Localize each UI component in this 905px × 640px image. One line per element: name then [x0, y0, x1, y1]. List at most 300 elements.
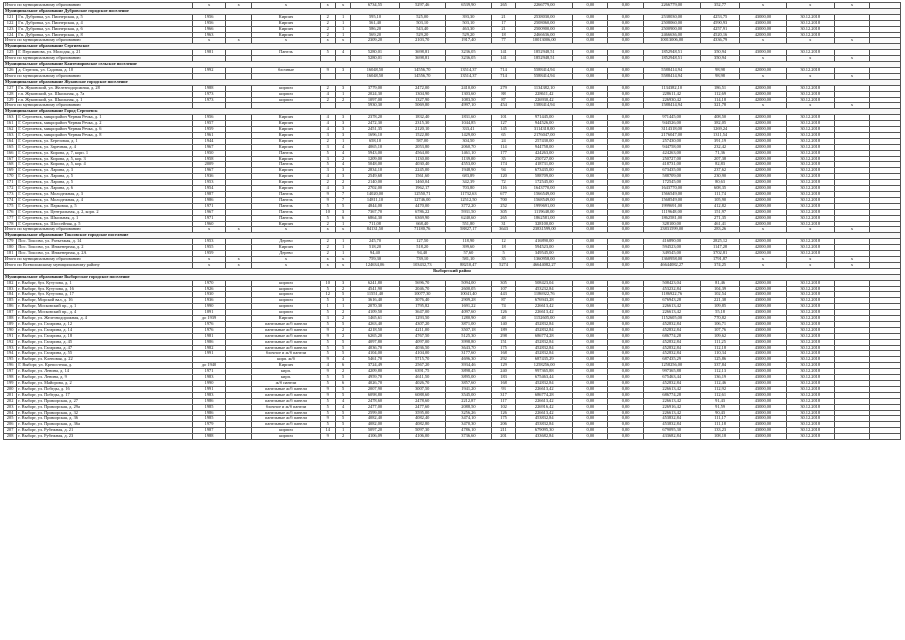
table-cell: 5 — [320, 150, 335, 156]
table-cell: 1691,22 — [445, 304, 491, 310]
table-cell: 4307,20 — [399, 321, 445, 327]
table-cell: 1961 — [193, 132, 226, 138]
table-cell: 23831599,00 — [516, 227, 573, 233]
table-cell: 0,00 — [573, 333, 608, 339]
table-cell: кирпич — [252, 91, 320, 97]
table-cell: г. Выборг, бул. Кутузова, д. 1 — [17, 280, 193, 286]
table-cell: 4 — [320, 186, 335, 192]
table-cell: 529,20 — [445, 32, 491, 38]
table-cell: 1152605,00 — [516, 316, 573, 322]
table-cell: 121 — [4, 14, 17, 20]
table-cell: 503,10 — [445, 20, 491, 26]
table-cell: x — [226, 3, 252, 9]
table-cell: 3616,40 — [351, 298, 399, 304]
table-cell: 586,20 — [351, 26, 399, 32]
table-cell: 1948,90 — [445, 168, 491, 174]
table-cell: 1917,40 — [445, 38, 491, 44]
table-cell: x — [226, 227, 252, 233]
table-cell: 204 — [4, 410, 17, 416]
table-cell: 175 — [4, 203, 17, 209]
table-cell: кирп. — [252, 369, 320, 375]
table-cell: 0,00 — [573, 304, 608, 310]
table-cell: 2549,68 — [351, 174, 399, 180]
table-cell: 177 — [4, 215, 17, 221]
table-cell: 4065,10 — [351, 144, 399, 150]
table-cell: г. Выборг, ул. Приморская, д. 32 — [17, 410, 193, 416]
table-cell: 0,00 — [573, 215, 608, 221]
table-cell: 2309,20 — [351, 38, 399, 44]
table-cell: 0,00 — [608, 339, 643, 345]
table-cell: 1209,00 — [351, 156, 399, 162]
table-cell: 111,18 — [700, 422, 740, 428]
table-cell: 30.12.2018 — [786, 363, 834, 369]
table-cell: 30.12.2018 — [786, 20, 834, 26]
table-cell: 9 — [320, 327, 335, 333]
table-cell: 4082,00 — [351, 422, 399, 428]
table-cell: г. Выборг, ул. Рубежная, д. 23 — [17, 434, 193, 440]
table-cell: 3 — [335, 115, 350, 121]
table-cell: Дерево — [252, 239, 320, 245]
table-cell: 2 — [320, 14, 335, 20]
table-cell: 1852948,51 — [516, 56, 573, 62]
table-cell — [834, 434, 869, 440]
table-cell: 0,00 — [608, 286, 643, 292]
table-cell: Кирпич — [252, 127, 320, 133]
table-cell: 21 — [491, 14, 515, 20]
table-cell: 5 — [320, 375, 335, 381]
table-cell: 226613,42 — [643, 410, 700, 416]
table-cell: Итого по муниципальному образованию — [4, 256, 193, 262]
table-cell: 1 — [335, 26, 350, 32]
table-cell: кирпич — [252, 292, 320, 298]
table-cell: г. Выборг, ул. Майорова, д. 2 — [17, 381, 193, 387]
table-cell: 30.12.2018 — [786, 121, 834, 127]
table-cell: 1643770,00 — [516, 186, 573, 192]
table-cell: 5931,50 — [445, 209, 491, 215]
table-cell: Панель — [252, 209, 320, 215]
table-cell: 30.12.2018 — [786, 345, 834, 351]
table-cell: x — [335, 227, 350, 233]
table-cell: г. Выборг, ул. Железнодорожная, д. 4 — [17, 316, 193, 322]
table-cell: 172545,00 — [643, 180, 700, 186]
table-cell: 1 — [335, 304, 350, 310]
table-cell: 1862581,00 — [643, 215, 700, 221]
table-cell: 4541,90 — [351, 286, 399, 292]
table-cell: 87 — [491, 298, 515, 304]
table-cell: 0,00 — [608, 239, 643, 245]
table-cell: 686774,28 — [516, 333, 573, 339]
table-cell: 43000,00 — [740, 20, 786, 26]
table-cell: 453232,84 — [516, 286, 573, 292]
table-cell: 759,30 — [351, 256, 399, 262]
table-cell: 0,00 — [608, 103, 643, 109]
table-cell: 11551,40 — [351, 292, 399, 298]
table-cell: 9 — [320, 392, 335, 398]
table-cell: Гп. Дубровка, ул. Пионерская, д. 6 — [17, 26, 193, 32]
table-cell: 43000,00 — [740, 50, 786, 56]
table-cell: 675463,44 — [643, 375, 700, 381]
table-cell: д. Стрелок, ул. Садовая, д. 10 — [17, 67, 193, 73]
table-cell: 252 — [491, 203, 515, 209]
table-cell: 182 — [4, 280, 17, 286]
table-cell: 1983 — [193, 392, 226, 398]
table-cell: 461,41 — [700, 221, 740, 227]
table-cell: 4030,40 — [399, 162, 445, 168]
table-cell: 543,40 — [399, 26, 445, 32]
table-cell: 3895,00 — [445, 375, 491, 381]
table-cell: 2472,30 — [351, 121, 399, 127]
table-cell: 123 — [4, 26, 17, 32]
section-title: Муниципальное образование Токсовское городское поселение — [4, 233, 901, 239]
table-cell: 6 — [335, 215, 350, 221]
table-cell: 1956 — [193, 20, 226, 26]
table-cell: 6265,20 — [351, 333, 399, 339]
table-cell: г. Выборг, ул. Победы, д. 17 — [17, 392, 193, 398]
table-cell: Гп. Дубровка, ул. Пионерская, д. 4 — [17, 20, 193, 26]
table-cell: 43000,00 — [740, 298, 786, 304]
table-cell: 714 — [491, 73, 515, 79]
table-cell: 30.12.2018 — [786, 186, 834, 192]
table-cell: 30.12.2018 — [786, 286, 834, 292]
table-cell: 4209,80 — [351, 369, 399, 375]
table-cell: 2212,87 — [445, 398, 491, 404]
table-cell: блочное и ж/б панели — [252, 404, 320, 410]
table-cell: 283,26 — [700, 227, 740, 233]
table-cell: 168 — [491, 381, 515, 387]
table-cell: кирпич — [252, 280, 320, 286]
table-cell: 0,00 — [573, 103, 608, 109]
table-cell: 30.12.2018 — [786, 32, 834, 38]
table-cell: 2245,00 — [399, 168, 445, 174]
table-cell: 9 — [320, 197, 335, 203]
table-cell: x — [252, 262, 320, 268]
table-cell: 201 — [4, 392, 17, 398]
table-cell: 5094,00 — [445, 280, 491, 286]
table-cell: 161 — [4, 121, 17, 127]
table-cell: 5069,80 — [399, 103, 445, 109]
table-cell: 944526,00 — [643, 121, 700, 127]
table-cell: 0,00 — [608, 56, 643, 62]
table-cell: 0,00 — [573, 209, 608, 215]
table-cell: 4 — [320, 363, 335, 369]
table-cell: Панель — [252, 50, 320, 56]
table-cell: 3 — [335, 67, 350, 73]
table-cell: 2 — [320, 180, 335, 186]
table-cell: 1987 — [193, 428, 226, 434]
table-cell: 42000,00 — [740, 192, 786, 198]
table-cell: 71,36 — [700, 150, 740, 156]
table-cell: 2 — [320, 138, 335, 144]
table-cell: 1461,10 — [445, 150, 491, 156]
table-cell: 1981 — [193, 333, 226, 339]
table-cell: 1986 — [193, 197, 226, 203]
table-cell: 443 — [491, 292, 515, 298]
table-cell: 30.12.2018 — [786, 333, 834, 339]
table-cell: 42000,00 — [740, 221, 786, 227]
table-cell: 518,20 — [351, 245, 399, 251]
table-cell: 0,00 — [573, 316, 608, 322]
table-cell: г. Выборг, ул. Гагарина, д. 14 — [17, 327, 193, 333]
table-cell: 2070,30 — [351, 304, 399, 310]
table-cell: x — [193, 38, 226, 44]
table-cell: 43000,00 — [740, 428, 786, 434]
table-cell: 226916,42 — [516, 404, 573, 410]
table-cell: 452832,84 — [643, 339, 700, 345]
table-cell: x — [834, 56, 869, 62]
table-cell: x — [193, 256, 226, 262]
table-cell: 0,00 — [573, 392, 608, 398]
table-cell: до 1939 — [193, 316, 226, 322]
table-cell: 6539,90 — [445, 3, 491, 9]
table-cell: 200 — [4, 386, 17, 392]
table-cell: 424263,00 — [643, 150, 700, 156]
table-cell: 1985 — [193, 416, 226, 422]
table-cell: 452832,84 — [516, 321, 573, 327]
table-cell: 43000,00 — [740, 416, 786, 422]
table-cell: Гп. Жуковский, ул. Железнодорожная, д. 28 — [17, 85, 193, 91]
table-cell: 4104,00 — [399, 351, 445, 357]
table-cell: 5 — [320, 215, 335, 221]
table-cell: 0,00 — [608, 203, 643, 209]
table-cell: 46644082,27 — [516, 262, 573, 268]
table-cell: 0,00 — [608, 192, 643, 198]
table-cell: 4997,10 — [445, 103, 491, 109]
table-cell: 6088,60 — [399, 392, 445, 398]
table-cell: 1944 — [193, 138, 226, 144]
table-cell: 1955 — [193, 245, 226, 251]
table-cell: 1 — [335, 20, 350, 26]
table-cell: 2266779,00 — [643, 3, 700, 9]
table-cell: 2053,80 — [399, 144, 445, 150]
table-cell: 679095,30 — [643, 428, 700, 434]
table-cell: 4106,09 — [351, 434, 399, 440]
table-cell: 5 — [335, 386, 350, 392]
table-cell: 221,38 — [700, 298, 740, 304]
table-cell: 35 — [491, 156, 515, 162]
table-cell: Г. Сергиевск, микрорайон Черная Речка, д. 8 — [17, 132, 193, 138]
table-cell: Г. Сергиевск, ул. Центральная, д. 2, корп. 2 — [17, 209, 193, 215]
table-cell: x — [335, 3, 350, 9]
table-cell: 43000,00 — [740, 392, 786, 398]
table-cell: 0,00 — [608, 416, 643, 422]
table-cell: x — [320, 38, 335, 44]
table-cell: 349545,00 — [643, 251, 700, 257]
table-cell: 452832,84 — [516, 345, 573, 351]
table-cell: 74 — [491, 304, 515, 310]
table-cell: Дерево — [252, 251, 320, 257]
table-cell: 1985 — [193, 404, 226, 410]
table-cell: 453832,84 — [643, 416, 700, 422]
table-cell: 30.12.2018 — [786, 351, 834, 357]
table-cell: 2 — [320, 97, 335, 103]
table-cell: 1186922,76 — [643, 292, 700, 298]
table-cell: 2 — [335, 286, 350, 292]
table-cell: Г. Сергиевск, микрорайон Черная Речка, д. 6 — [17, 127, 193, 133]
table-cell: 452832,84 — [643, 321, 700, 327]
section-title: Муниципальное образование Жуковское городское поселение — [4, 79, 901, 85]
table-cell: 30.12.2018 — [786, 50, 834, 56]
table-cell: кирпич — [252, 310, 320, 316]
table-cell: 0,00 — [573, 186, 608, 192]
table-cell: 42000,00 — [740, 115, 786, 121]
table-cell: 5 — [320, 321, 335, 327]
table-cell: 1097,00 — [351, 97, 399, 103]
table-cell: 0,00 — [608, 186, 643, 192]
table-cell: 3114318,00 — [516, 127, 573, 133]
table-cell: 352,77 — [700, 3, 740, 9]
table-cell: 452832,84 — [643, 327, 700, 333]
table-cell: г. Выборг, ул. Приморская, д. 36а — [17, 422, 193, 428]
table-cell: 6 — [335, 363, 350, 369]
table-cell: 43000,00 — [740, 363, 786, 369]
table-cell: 452832,84 — [516, 351, 573, 357]
table-cell: 10 — [320, 280, 335, 286]
table-cell: 0,00 — [608, 422, 643, 428]
table-cell: 0,00 — [608, 144, 643, 150]
table-cell: 1044,85 — [445, 121, 491, 127]
table-cell: 2 — [335, 434, 350, 440]
table-cell: 2 — [320, 32, 335, 38]
table-cell: 1976 — [193, 321, 226, 327]
section-title: Муниципальное образование Кантемировское сельское поселение — [4, 62, 901, 68]
table-cell: кирпич — [252, 97, 320, 103]
table-cell: 3236,05 — [445, 56, 491, 62]
table-cell: 10013006,00 — [643, 38, 700, 44]
table-cell: г. Выборг, ул. Приморская, д. 29а — [17, 404, 193, 410]
table-cell: 1119648,00 — [516, 209, 573, 215]
table-cell: 42000,00 — [740, 197, 786, 203]
table-cell: x — [193, 3, 226, 9]
table-cell: 183 — [491, 375, 515, 381]
table-cell: 42000,00 — [740, 132, 786, 138]
table-cell: x — [740, 262, 786, 268]
table-cell: 0,00 — [573, 292, 608, 298]
table-cell: 10077,30 — [399, 292, 445, 298]
table-cell: 5 — [335, 410, 350, 416]
table-cell: 30.12.2018 — [786, 14, 834, 20]
table-cell: Кирпич — [252, 221, 320, 227]
table-cell: Панель — [252, 197, 320, 203]
table-cell: 676943,28 — [516, 298, 573, 304]
table-cell: 1950 — [193, 150, 226, 156]
table-cell: 171 — [4, 180, 17, 186]
table-cell: 0,00 — [573, 245, 608, 251]
table-cell: 42000,00 — [740, 138, 786, 144]
table-cell: 0,00 — [573, 357, 608, 363]
table-cell: 84131,50 — [351, 227, 399, 233]
table-cell: 0,00 — [573, 375, 608, 381]
table-cell: 686774,28 — [516, 392, 573, 398]
table-cell: 321,78 — [700, 103, 740, 109]
table-cell: 167 — [4, 156, 17, 162]
table-cell: панельные ж/б панели — [252, 416, 320, 422]
table-cell: 162 — [4, 127, 17, 133]
table-cell: 226916,42 — [643, 404, 700, 410]
table-cell: 658,10 — [351, 138, 399, 144]
table-cell: 0,00 — [608, 245, 643, 251]
table-cell: 10013006,00 — [516, 38, 573, 44]
table-cell: 30.12.2018 — [786, 127, 834, 133]
table-cell: 190 — [4, 327, 17, 333]
table-cell: 3 — [320, 316, 335, 322]
table-cell: 0,00 — [608, 398, 643, 404]
table-cell: 87 — [491, 97, 515, 103]
table-cell: 0,00 — [608, 434, 643, 440]
table-cell: 30.12.2018 — [786, 197, 834, 203]
table-cell: 5588414,94 — [516, 67, 573, 73]
table-cell: 81,46 — [700, 280, 740, 286]
table-cell: 4 — [320, 127, 335, 133]
table-cell: 452832,84 — [516, 339, 573, 345]
table-cell: 2 — [335, 180, 350, 186]
table-cell: 30.12.2018 — [786, 398, 834, 404]
table-cell: 5097,30 — [399, 428, 445, 434]
table-cell: 257430,00 — [516, 138, 573, 144]
table-cell: 298 — [491, 333, 515, 339]
table-cell: 30.12.2018 — [786, 174, 834, 180]
table-cell: x — [740, 73, 786, 79]
table-cell: 88210,47 — [445, 262, 491, 268]
table-cell: 1269,24 — [700, 127, 740, 133]
table-cell: 30.12.2018 — [786, 209, 834, 215]
table-cell: 1983 — [193, 375, 226, 381]
table-cell: 0,00 — [608, 209, 643, 215]
table-cell: 43000,00 — [740, 327, 786, 333]
table-cell: 5 — [320, 310, 335, 316]
table-cell: 0,00 — [608, 121, 643, 127]
table-cell: 2477,60 — [399, 404, 445, 410]
table-cell: 93 — [491, 386, 515, 392]
table-cell: Панель — [252, 150, 320, 156]
table-cell: 226930,42 — [516, 97, 573, 103]
table-cell: 1987 — [193, 192, 226, 198]
table-cell: 374,25 — [700, 262, 740, 268]
table-cell: x — [320, 262, 335, 268]
table-cell: 5 — [335, 375, 350, 381]
table-cell: 226613,42 — [516, 386, 573, 392]
table-cell: 30.12.2018 — [786, 375, 834, 381]
table-cell — [870, 434, 901, 440]
table-cell: 2 — [335, 333, 350, 339]
table-cell: 6391,75 — [399, 369, 445, 375]
table-cell: 279 — [491, 85, 515, 91]
table-cell: 1953 — [193, 180, 226, 186]
table-cell: 1941,20 — [445, 386, 491, 392]
table-cell: 9 — [320, 416, 335, 422]
table-cell: 176 — [4, 209, 17, 215]
table-cell: 0,00 — [573, 121, 608, 127]
table-cell: 525,00 — [399, 14, 445, 20]
table-cell: 1976 — [193, 327, 226, 333]
table-cell: 43000,00 — [740, 410, 786, 416]
table-cell: 30.12.2018 — [786, 321, 834, 327]
table-cell: 184 — [4, 292, 17, 298]
table-cell: 2009 — [193, 162, 226, 168]
table-cell: 2477,00 — [351, 404, 399, 410]
table-cell: г. Выборг, бул. Кутузова, д. 16 — [17, 286, 193, 292]
table-cell: Г. Сергиевск, ул. Ларина, д. 5 — [17, 174, 193, 180]
table-cell: 588709,00 — [516, 174, 573, 180]
table-cell: 416890,00 — [516, 239, 573, 245]
table-cell: 2909,28 — [445, 298, 491, 304]
table-cell: г. Выборг, ул. Гагарина, д. 12 — [17, 321, 193, 327]
table-cell: 35 — [491, 256, 515, 262]
table-cell: 188 — [4, 316, 17, 322]
table-cell: 2 — [320, 221, 335, 227]
table-cell: 43000,00 — [740, 14, 786, 20]
table-cell: 43000,00 — [740, 321, 786, 327]
table-cell: 18 — [491, 245, 515, 251]
